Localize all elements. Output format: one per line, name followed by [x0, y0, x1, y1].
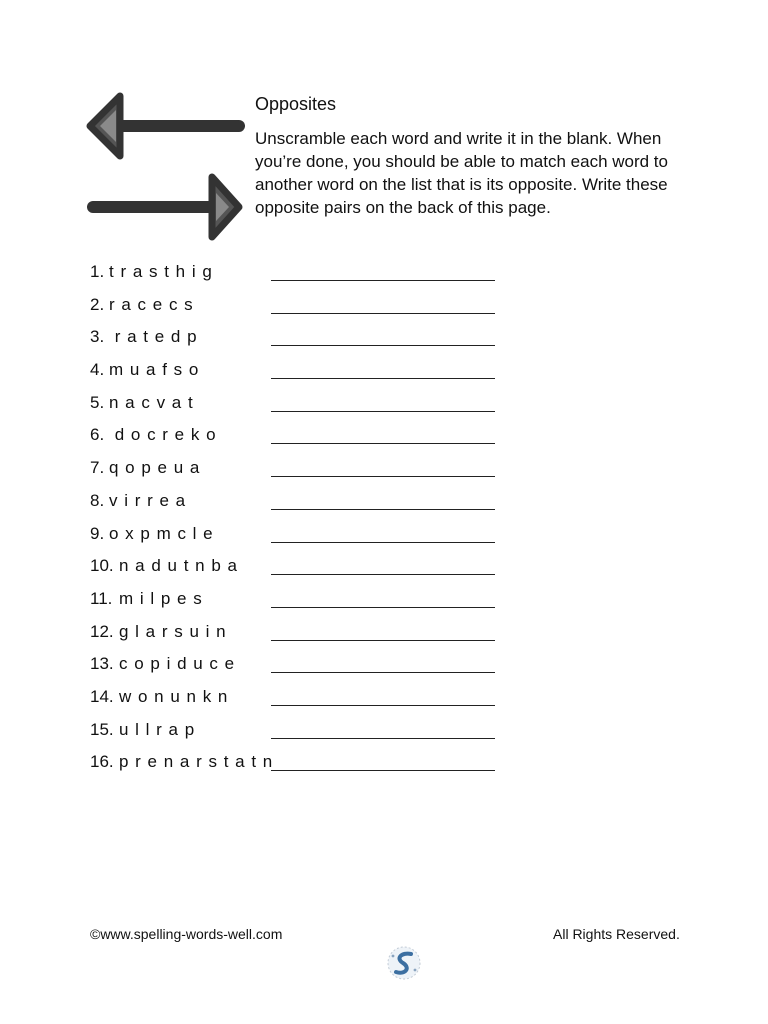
- scrambled-letters: p r e n a r s t a t n: [119, 752, 274, 772]
- word-item-16: [90, 749, 510, 782]
- word-item-9: [90, 521, 510, 554]
- answer-blank[interactable]: [271, 542, 495, 543]
- word-item-3: [90, 324, 510, 357]
- answer-blank[interactable]: [271, 378, 495, 379]
- scrambled-letters: o x p m c l e: [109, 523, 214, 543]
- word-item-12: [90, 619, 510, 652]
- answer-blank[interactable]: [271, 411, 495, 412]
- scrambled-letters: n a c v a t: [109, 392, 194, 412]
- word-number: 6.: [90, 425, 105, 445]
- rights-reserved-text: All Rights Reserved.: [553, 926, 680, 942]
- word-number: 12.: [90, 621, 114, 641]
- word-item-4: [90, 357, 510, 390]
- word-item-11: [90, 586, 510, 619]
- word-number: 16.: [90, 752, 114, 772]
- answer-blank[interactable]: [271, 574, 495, 575]
- word-number: 9.: [90, 523, 105, 543]
- scrambled-letters: r a t e d p: [109, 327, 198, 347]
- answer-blank[interactable]: [271, 280, 495, 281]
- word-number: 4.: [90, 360, 105, 380]
- word-number: 3.: [90, 327, 105, 347]
- answer-blank[interactable]: [271, 705, 495, 706]
- word-item-13: [90, 651, 510, 684]
- word-number: 10.: [90, 556, 114, 576]
- answer-blank[interactable]: [271, 607, 495, 608]
- word-item-5: [90, 390, 510, 423]
- answer-blank[interactable]: [271, 313, 495, 314]
- scrambled-letters: r a c e c s: [109, 294, 194, 314]
- opposite-arrows-graphic: [86, 90, 246, 246]
- word-number: 13.: [90, 654, 114, 674]
- word-number: 8.: [90, 490, 105, 510]
- word-item-1: [90, 259, 510, 292]
- left-arrow-icon: [90, 96, 239, 156]
- word-item-14: [90, 684, 510, 717]
- word-item-7: [90, 455, 510, 488]
- scrambled-letters: g l a r s u i n: [119, 621, 227, 641]
- word-number: 2.: [90, 294, 105, 314]
- spelling-words-well-logo-icon: [384, 943, 424, 983]
- scrambled-letters: t r a s t h i g: [109, 262, 213, 281]
- word-item-8: [90, 488, 510, 521]
- worksheet-title: Opposites: [255, 94, 337, 114]
- answer-blank[interactable]: [271, 770, 495, 771]
- word-item-6: [90, 422, 510, 455]
- word-number: 1.: [90, 262, 105, 281]
- answer-blank[interactable]: [271, 345, 495, 346]
- word-item-15: [90, 717, 510, 750]
- copyright-text: ©www.spelling-words-well.com: [90, 926, 283, 942]
- word-number: 14.: [90, 686, 114, 706]
- word-number: 7.: [90, 458, 105, 478]
- scrambled-letters: u l l r a p: [119, 719, 196, 739]
- answer-blank[interactable]: [271, 443, 495, 444]
- right-arrow-icon: [93, 177, 239, 237]
- answer-blank[interactable]: [271, 509, 495, 510]
- word-number: 11.: [90, 588, 113, 608]
- answer-blank[interactable]: [271, 640, 495, 641]
- scrambled-letters: d o c r e k o: [109, 425, 217, 445]
- answer-blank[interactable]: [271, 476, 495, 477]
- scrambled-letters: v i r r e a: [109, 490, 187, 510]
- scrambled-word-list: [90, 259, 510, 782]
- scrambled-letters: w o n u n k n: [119, 686, 229, 706]
- worksheet-instructions: Unscramble each word and write it in the blank. When you’re done, you should be able to match each word to another word on the list that is its opposite. Write these opposite pairs on the back of this page.: [255, 129, 668, 217]
- scrambled-letters: m i l p e s: [119, 588, 203, 608]
- word-number: 5.: [90, 392, 105, 412]
- scrambled-letters: q o p e u a: [109, 458, 201, 478]
- scrambled-letters: m u a f s o: [109, 360, 200, 380]
- word-number: 15.: [90, 719, 114, 739]
- answer-blank[interactable]: [271, 672, 495, 673]
- scrambled-letters: c o p i d u c e: [119, 654, 236, 674]
- word-item-2: [90, 292, 510, 325]
- word-item-10: [90, 553, 510, 586]
- answer-blank[interactable]: [271, 738, 495, 739]
- scrambled-letters: n a d u t n b a: [119, 556, 238, 576]
